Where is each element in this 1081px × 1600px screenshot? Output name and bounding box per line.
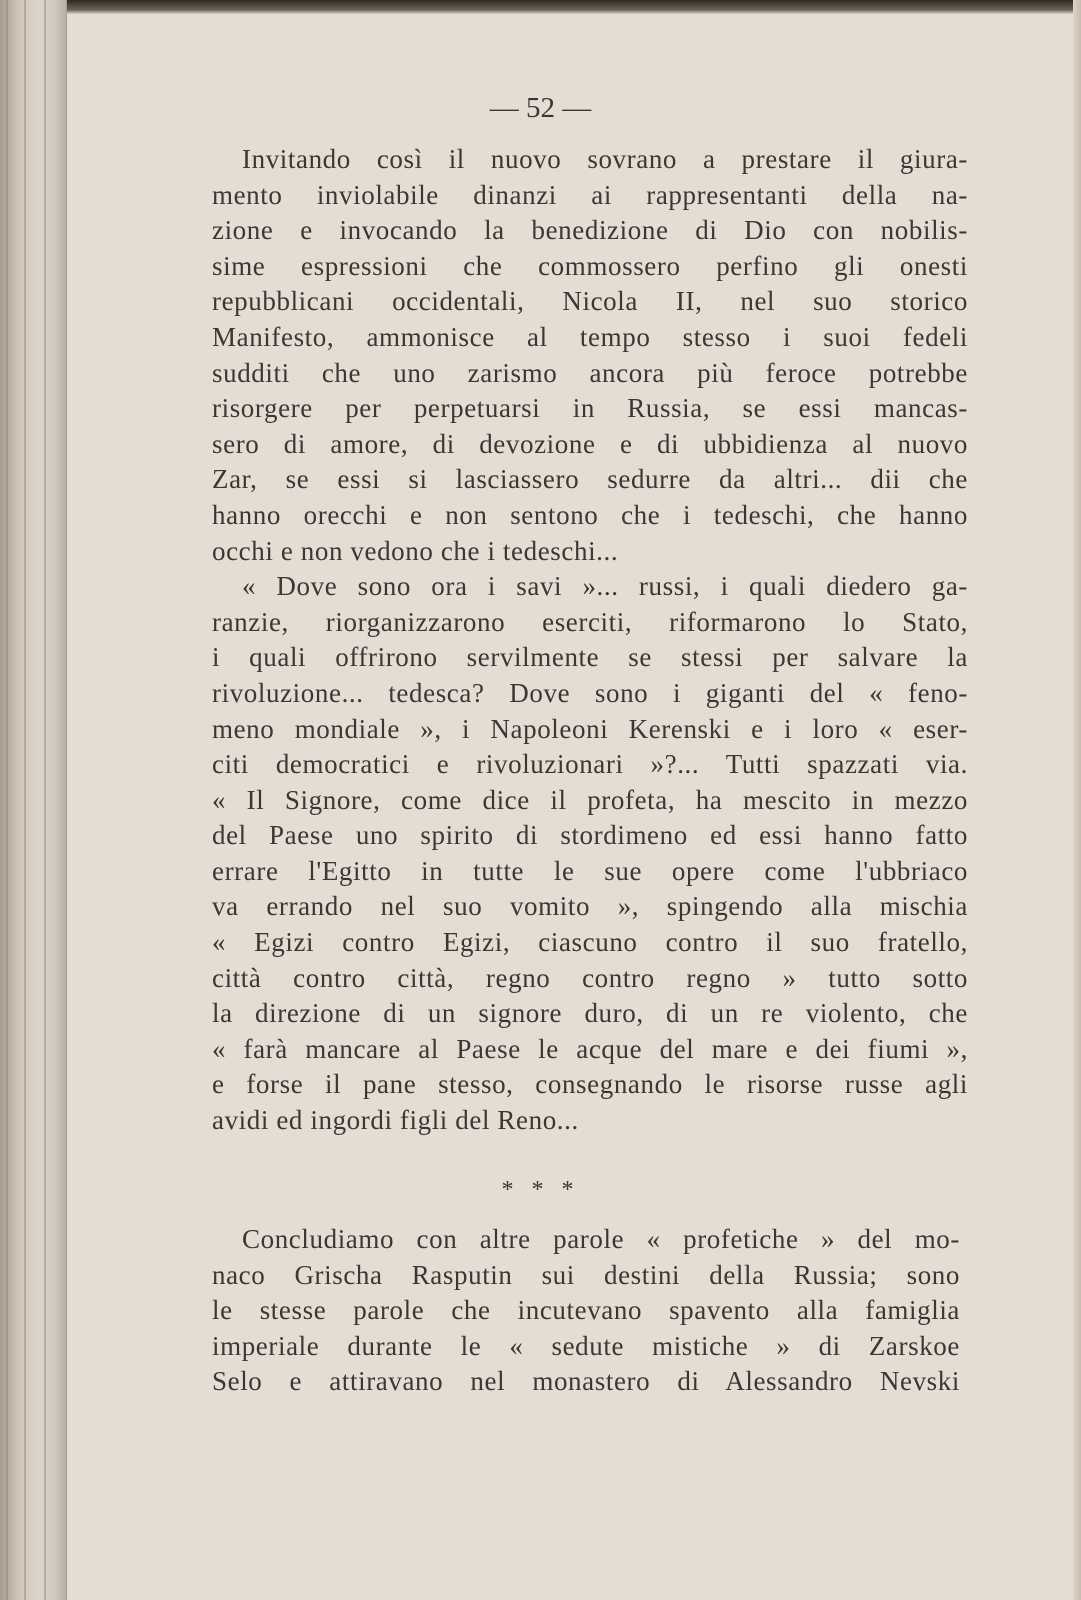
body-text-continued bbox=[212, 1222, 960, 1400]
text-line: sero di amore, di devozione e di ubbidienza al nuovo bbox=[212, 428, 968, 459]
page-top-edge bbox=[0, 0, 1081, 14]
text-line: risorgere per perpetuarsi in Russia, se essi mancas- bbox=[212, 393, 968, 424]
text-line: la direzione di un signore duro, di un re violento, che bbox=[212, 998, 968, 1029]
binding-spine bbox=[0, 0, 67, 1600]
text-line: Invitando così il nuovo sovrano a prestare il giura- bbox=[242, 144, 968, 174]
paragraph bbox=[212, 142, 968, 569]
text-line: Manifesto, ammonisce al tempo stesso i suoi fedeli bbox=[212, 321, 968, 352]
text-line: rivoluzione... tedesca? Dove sono i giganti del « feno- bbox=[212, 677, 968, 708]
text-line: Selo e attiravano nel monastero di Alessandro Nevski bbox=[212, 1366, 960, 1397]
text-line: errare l'Egitto in tutte le sue opere come l'ubbriaco bbox=[212, 855, 968, 886]
text-line: sime espressioni che commossero perfino gli onesti bbox=[212, 250, 968, 281]
text-line: occhi e non vedono che i tedeschi... bbox=[212, 535, 619, 566]
text-line: repubblicani occidentali, Nicola II, nel suo storico bbox=[212, 286, 968, 317]
text-line: « Egizi contro Egizi, ciascuno contro il suo fratello, bbox=[212, 927, 968, 958]
text-line: le stesse parole che incutevano spavento alla famiglia bbox=[212, 1295, 960, 1326]
text-line: imperiale durante le « sedute mistiche » di Zarskoe bbox=[212, 1330, 960, 1361]
text-line: sudditi che uno zarismo ancora più feroce potrebbe bbox=[212, 357, 968, 388]
paragraph bbox=[212, 569, 968, 1139]
text-line: avidi ed ingordi figli del Reno... bbox=[212, 1105, 579, 1136]
text-line: hanno orecchi e non sentono che i tedeschi, che hanno bbox=[212, 499, 968, 530]
text-line: naco Grischa Rasputin sui destini della Russia; sono bbox=[212, 1259, 960, 1290]
text-line: Concludiamo con altre parole « profetiche » del mo- bbox=[242, 1224, 960, 1254]
text-line: ranzie, riorganizzarono eserciti, riformarono lo Stato, bbox=[212, 606, 968, 637]
spine-fold-line bbox=[6, 0, 8, 1600]
body-text bbox=[212, 142, 968, 1139]
page-right-edge bbox=[1073, 0, 1081, 1600]
text-line: città contro città, regno contro regno » tutto sotto bbox=[212, 962, 968, 993]
text-line: citi democratici e rivoluzionari »?... Tutti spazzati via. bbox=[212, 749, 968, 780]
section-separator: * * * bbox=[501, 1177, 580, 1203]
text-line: del Paese uno spirito di stordimeno ed essi hanno fatto bbox=[212, 820, 968, 851]
page-number: — 52 — bbox=[489, 92, 592, 124]
text-line: « farà mancare al Paese le acque del mare e dei fiumi », bbox=[212, 1033, 968, 1064]
text-line: e forse il pane stesso, consegnando le risorse russe agli bbox=[212, 1069, 968, 1100]
text-line: meno mondiale », i Napoleoni Kerenski e i loro « eser- bbox=[212, 713, 968, 744]
text-line: « Il Signore, come dice il profeta, ha mescito in mezzo bbox=[212, 784, 968, 815]
paragraph bbox=[212, 1222, 960, 1400]
spine-fold-line bbox=[24, 0, 26, 1600]
text-line: Zar, se essi si lasciassero sedurre da altri... dii che bbox=[212, 464, 968, 495]
text-line: va errando nel suo vomito », spingendo alla mischia bbox=[212, 891, 968, 922]
text-line: mento inviolabile dinanzi ai rappresentanti della na- bbox=[212, 179, 968, 210]
text-line: i quali offrirono servilmente se stessi per salvare la bbox=[212, 642, 968, 673]
text-line: « Dove sono ora i savi »... russi, i quali diedero ga- bbox=[242, 571, 968, 602]
text-line: zione e invocando la benedizione di Dio con nobilis- bbox=[212, 215, 968, 246]
spine-fold-line bbox=[44, 0, 46, 1600]
